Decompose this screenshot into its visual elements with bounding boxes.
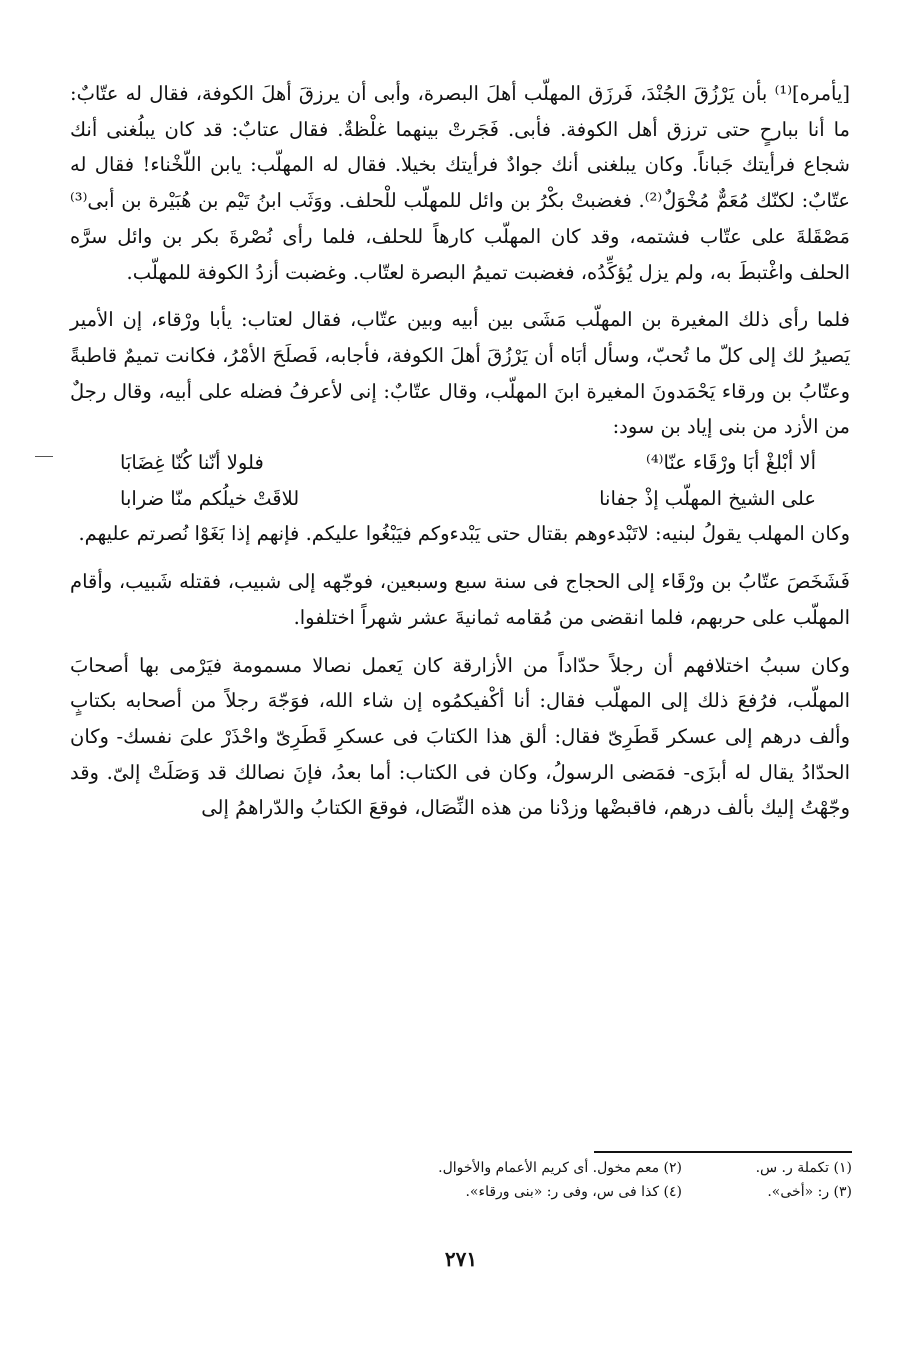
- paragraph-1: [يأمره]⁽¹⁾ بأن يَرْزُقَ الجُنْدَ، فَرزَق المهلّب أهلَ البصرة، وأبى أن يرزقَ أهلَ الكوفة، فقال له عتّابٌ: ما أنا ببارحٍ حتى ترزق أهل الكوفة. فأبى. فَجَرتْ بينهما غلْظةٌ. فقال عتابٌ: قد كان يبلُغنى أنك شجاع فرأيتك جَباناً. وكان يبلغنى أنك جوادٌ فرأيتك بخيلا. فقال له المهلّب: يابن اللّخْناء! فقال له عتّابٌ: لكنّك مُعَمٌّ مُخْوَلٌ⁽²⁾. فغضبتْ بكْرُ بن وائل للمهلّب للْحلف. ووَثَب ابنُ تَيْم بن هُبَيْرة بن أبى⁽³⁾ مَصْقَلةَ على عتّاب فشتمه، وقد كان المهلّب كارهاً للحلف، فلما رأى نُصْرةَ بكر بن وائل سرَّه الحلف واغْتبطَ به، ولم يزل يُؤكِّدُه، فغضبت تميمُ البصرة لعتّاب. وغضبت أزدُ الكوفة للمهلّب.: [70, 82, 850, 284]
- paragraph-2: فلما رأى ذلك المغيرة بن المهلّب مَشَى بين أبيه وبين عتّاب، فقال لعتاب: يأبا ورْقاء، إن الأمير يَصيرُ لك إلى كلّ ما تُحبّ، وسأل أبَاه أن يَرْزُقَ أهلَ الكوفة، فأجابه، فَصلَحَ الأمْرُ، فكانت تميمٌ قاطبةً وعتّابُ بن ورقاء يَحْمَدونَ المغيرة ابنَ المهلّب، وقال عتّابٌ: إنى لأعرفُ فضله على أبيه، وقال رجلٌ من الأزد من بنى إياد بن سود:: [70, 308, 850, 439]
- footnote-2: (٢) معم مخول. أى كريم الأعمام والأخوال.: [438, 1160, 682, 1176]
- margin-mark: [35, 456, 53, 457]
- verse-line-1: [70, 445, 850, 481]
- paragraph-3: وكان المهلب يقولُ لبنيه: لاتَبْدءوهم بقتال حتى يَبْدءوكم فيَبْغُوا عليكم. فإنهم إذا بَغَوْا نُصرتم عليهم.: [78, 522, 850, 546]
- footnote-3: (٣) ر: «أخى».: [767, 1184, 852, 1200]
- verse-1-first-hemistich: ألا أبْلغْ أبَا ورْقَاء عنّا⁽⁴⁾: [646, 451, 816, 475]
- footnotes: [292, 1156, 852, 1204]
- verse-2-first-hemistich: على الشيخ المهلّب إذْ جفانا: [599, 486, 816, 510]
- verse-line-2: [70, 481, 850, 517]
- footnote-1: (١) تكملة ر. س.: [755, 1160, 852, 1176]
- page-number: ٢٧١: [444, 1247, 478, 1271]
- verse-2-second-hemistich: للاقَتْ خيلُكم منّا ضرابا: [120, 486, 300, 510]
- verse-1-second-hemistich: فلولا أنّنا كُنّا غِضَابَا: [120, 451, 264, 475]
- footnote-rule: [594, 1151, 852, 1153]
- footnote-row-2: [292, 1180, 852, 1204]
- paragraph-5: وكان سببُ اختلافهم أن رجلاً حدّاداً من الأزارقة كان يَعمل نصالا مسمومة فيَرْمى بها أصحابَ المهلّب، فرُفعَ ذلك إلى المهلّب فقال: أنا أكْفيكمُوه إن شاء الله، فوَجّهَ رجلاً من أصحابه بكتابٍ وألف درهم إلى عسكر قَطَرِىّ فقال: ألق هذا الكتابَ فى عسكرِ قَطَرِىّ واحْذَرْ علىَ نفسك- وكان الحدّادُ يقال له أبزَى- فمَضى الرسولُ، وكان فى الكتاب: أما بعدُ، فإنَ نصالك قد وَصَلَتْ إلىّ. وقد وجّهْتُ إليك بألف درهم، فاقبضْها وزدْنا من هذه النِّصَال، فوقعَ الكتابُ والدّراهمُ إلى: [70, 653, 850, 820]
- footnote-row-1: [292, 1156, 852, 1180]
- main-text: [70, 76, 850, 826]
- footnote-4: (٤) كذا فى س، وفى ر: «بنى ورقاء».: [465, 1184, 682, 1200]
- paragraph-4: فَشَخَصَ عتّابُ بن ورْقَاء إلى الحجاج فى سنة سبع وسبعين، فوجّهه إلى شبيب، فقتله شَبيب، وأقام المهلّب على حربهم، فلما انقضى من مُقامه ثمانيةَ عشر شهراً اختلفوا.: [70, 570, 850, 629]
